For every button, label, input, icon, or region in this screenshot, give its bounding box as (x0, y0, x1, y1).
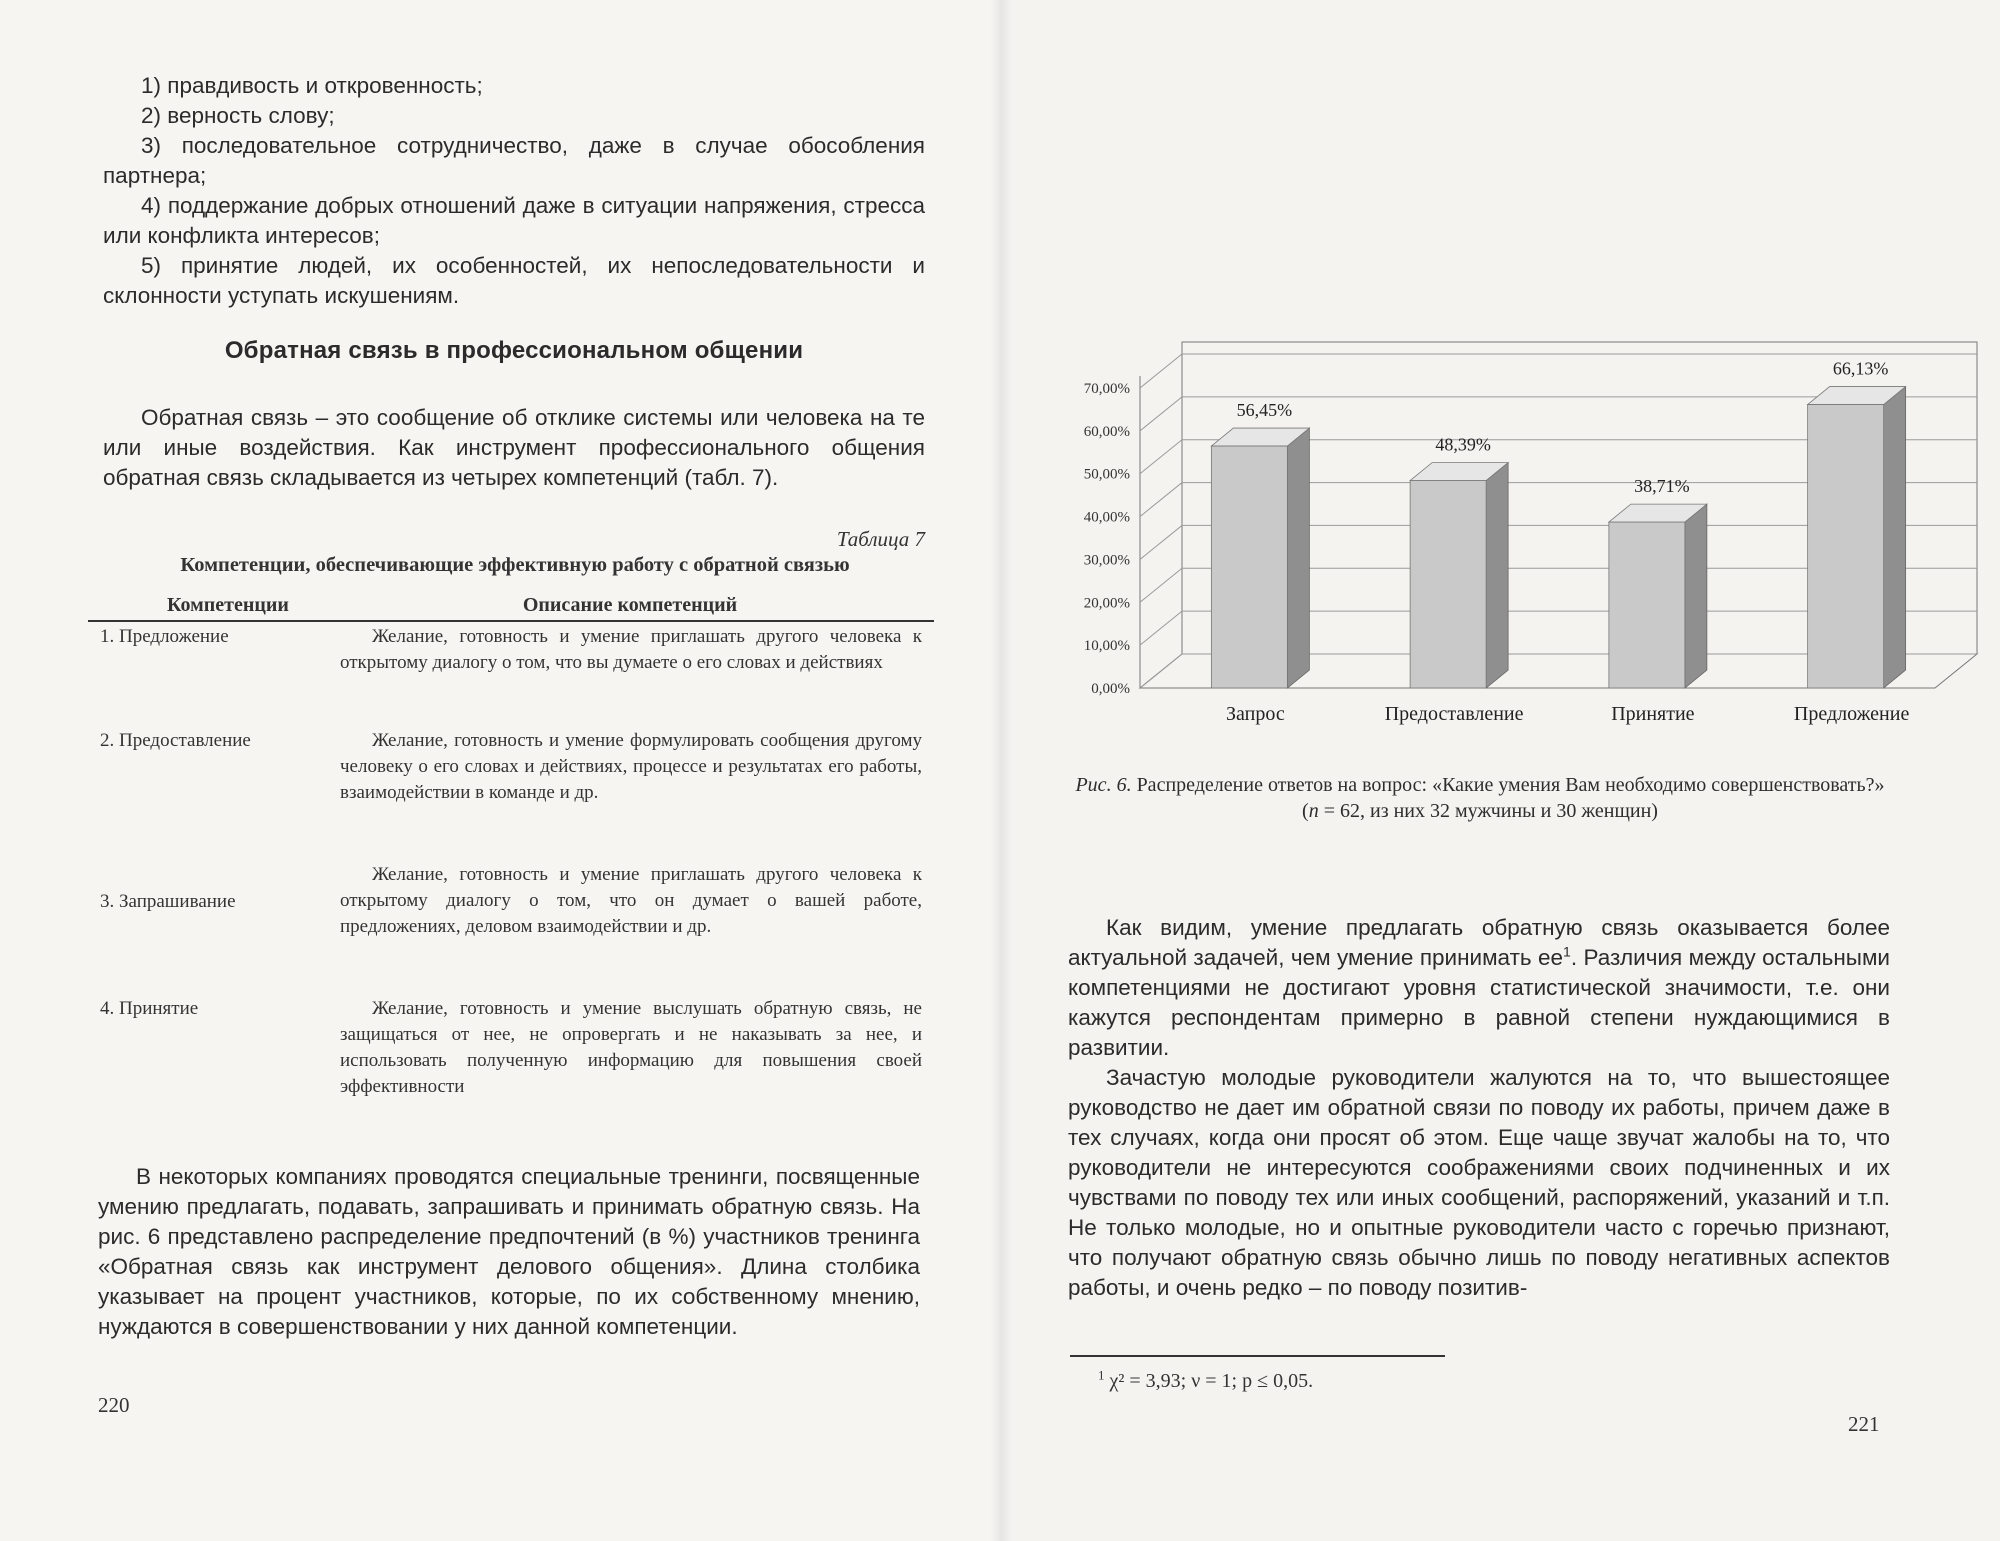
figure-caption-n-var: n (1308, 800, 1319, 822)
chart-gridline-side (1140, 397, 1182, 431)
bar-chart (1000, 200, 1990, 760)
chart-x-tick-label: Предоставление (1384, 703, 1524, 725)
chart-data-label: 48,39% (1435, 434, 1491, 455)
chart-y-axis (1084, 381, 1130, 697)
table-row-name: 4. Принятие (100, 998, 199, 1019)
footnote-ref: 1 (1563, 943, 1571, 960)
table-header-rule (88, 620, 934, 622)
table-row-name: 1. Предложение (100, 626, 229, 647)
list-item-text: верность слову; (167, 103, 335, 128)
footnote (1098, 1367, 1314, 1393)
chart-y-tick-label: 20,00% (1083, 595, 1130, 612)
list-item-number: 3) (141, 133, 162, 158)
list-item-text: правдивость и откровенность; (167, 73, 483, 98)
table-header-competencies: Компетенции (167, 594, 289, 616)
right-paragraph-1-a: Как видим, умение предлагать обратную связь оказывается более актуальной задачей, чем умение принимать ее (1068, 915, 1890, 970)
intro-paragraph: Обратная связь – это сообщение об отклике системы или человека на те или иные воздействия. Как инструмент профессионального общения обратная связь складывается из четырех компетенций (табл. 7). (103, 405, 925, 490)
chart-y-tick-label: 70,00% (1083, 381, 1130, 397)
chart-data-label: 66,13% (1832, 358, 1889, 379)
chart-bar (1808, 405, 1884, 688)
page-number: 221 (1848, 1412, 1880, 1436)
chart-y-tick-label: 10,00% (1083, 638, 1130, 655)
chart-x-tick-label: Запрос (1226, 703, 1285, 725)
chart-y-tick-label: 30,00% (1083, 552, 1130, 569)
table-row-name: 2. Предоставление (100, 730, 251, 751)
footnote-text: χ² = 3,93; ν = 1; р ≤ 0,05. (1109, 1370, 1314, 1392)
footnote-mark: 1 (1098, 1367, 1105, 1383)
chart-gridline-side (1140, 568, 1182, 602)
list-item-number: 4) (141, 193, 162, 218)
figure-caption-n-rest: = 62, из них 32 мужчины и 30 женщин) (1318, 800, 1658, 822)
list-item (103, 191, 925, 251)
chart-bar-side (1685, 504, 1707, 688)
chart-gridline-side (1140, 611, 1182, 645)
chart-bar (1609, 522, 1685, 688)
chart-gridline-side (1140, 525, 1182, 559)
chart-bar-side (1287, 428, 1309, 688)
right-paragraph-1-b: . Различия между остальными компетенциями не достигают уровня статистической значимости, т.е. они кажутся респондентам примерно в равной степени нуждающимися в развитии. (1068, 945, 1890, 1060)
list-item (103, 71, 925, 101)
table-row-description: Желание, готовность и умение приглашать другого человека к открытому диалогу о том, что вы думаете о его словах и действиях (340, 626, 922, 673)
chart-x-tick-label: Принятие (1611, 703, 1695, 725)
chart-data-label: 38,71% (1634, 476, 1690, 497)
chart-bars (1211, 359, 1905, 688)
chart-gridline-side (1140, 354, 1182, 388)
chart-bar (1211, 446, 1287, 688)
table-number: Таблица 7 (836, 527, 925, 551)
figure-caption-label: Рис. 6. (1075, 774, 1132, 796)
list-item-number: 1) (141, 73, 162, 98)
list-item (103, 101, 925, 131)
chart-y-tick-label: 60,00% (1083, 423, 1130, 440)
chart-x-tick-label: Предложение (1793, 703, 1910, 725)
chart-data-label: 56,45% (1236, 400, 1293, 421)
chart-x-axis (1226, 703, 1909, 725)
list-item (103, 251, 925, 311)
chart-gridline-side (1140, 654, 1182, 688)
figure-caption (1020, 772, 1940, 824)
list-item-number: 2) (141, 103, 162, 128)
chart-bar (1410, 481, 1486, 688)
list-item-text: последовательное сотрудничество, даже в случае обособления партнера; (103, 133, 925, 188)
list-item-text: принятие людей, их особенностей, их непоследовательности и склонности уступать искушениям. (103, 253, 925, 308)
chart-gridline-side (1140, 483, 1182, 517)
table-row-description: Желание, готовность и умение выслушать обратную связь, не защищаться от нее, не опровергать и не наказывать за нее, и использовать полученную информацию для повышения своей эффективности (340, 998, 922, 1097)
list-item-number: 5) (141, 253, 162, 278)
figure-caption-text: Распределение ответов на вопрос: «Какие умения Вам необходимо совершенствовать?» (1136, 774, 1885, 796)
right-paragraph-1 (1068, 913, 1890, 1063)
table-title: Компетенции, обеспечивающие эффективную работу с обратной связью (180, 554, 850, 576)
section-title: Обратная связь в профессиональном общении (224, 337, 804, 364)
footnote-rule (1070, 1355, 1445, 1357)
right-paragraph-2: Зачастую молодые руководители жалуются на то, что вышестоящее руководство не дает им обратной связи по поводу их работы, причем даже в тех случаях, когда они просят об этом. Еще чаще звучат жалобы на то, что руководители не интересуются соображениями своих подчиненных и их чувствами по поводу тех или иных сообщений, распоряжений, указаний и т.п. Не только молодые, но и опытные руководители часто с горечью признают, что получают обратную связь обычно лишь по поводу негативных аспектов работы, и очень редко – по поводу позитив- (1068, 1065, 1890, 1300)
chart-bar-side (1486, 463, 1508, 688)
chart-bar-side (1884, 387, 1906, 688)
table-row-description: Желание, готовность и умение формулировать сообщения другому человеку о его словах и действиях, процессе и результатах его работы, взаимодействии в команде и др. (340, 730, 922, 803)
chart-y-tick-label: 50,00% (1083, 466, 1130, 483)
table-row-description: Желание, готовность и умение приглашать другого человека к открытому диалогу о том, что он думает о вашей работе, предложениях, деловом взаимодействии и др. (340, 864, 922, 937)
table-row-name: 3. Запрашивание (100, 891, 236, 912)
list-item-text: поддержание добрых отношений даже в ситуации напряжения, стресса или конфликта интересов; (103, 193, 925, 248)
figure-caption-n-prefix: ( (1302, 800, 1309, 822)
closing-paragraph: В некоторых компаниях проводятся специальные тренинги, посвященные умению предлагать, подавать, запрашивать и принимать обратную связь. На рис. 6 представлено распределение предпочтений (в %) участников тренинга «Обратная связь как инструмент делового общения». Длина столбика указывает на процент участников, которые, по их собственному мнению, нуждаются в совершенствовании у них данной компетенции. (98, 1164, 920, 1339)
list-item (103, 131, 925, 191)
chart-gridline-side (1140, 440, 1182, 474)
table-header-description: Описание компетенций (522, 594, 738, 616)
chart-y-tick-label: 0,00% (1091, 681, 1130, 697)
page-number: 220 (98, 1393, 130, 1417)
chart-y-tick-label: 40,00% (1083, 509, 1130, 526)
